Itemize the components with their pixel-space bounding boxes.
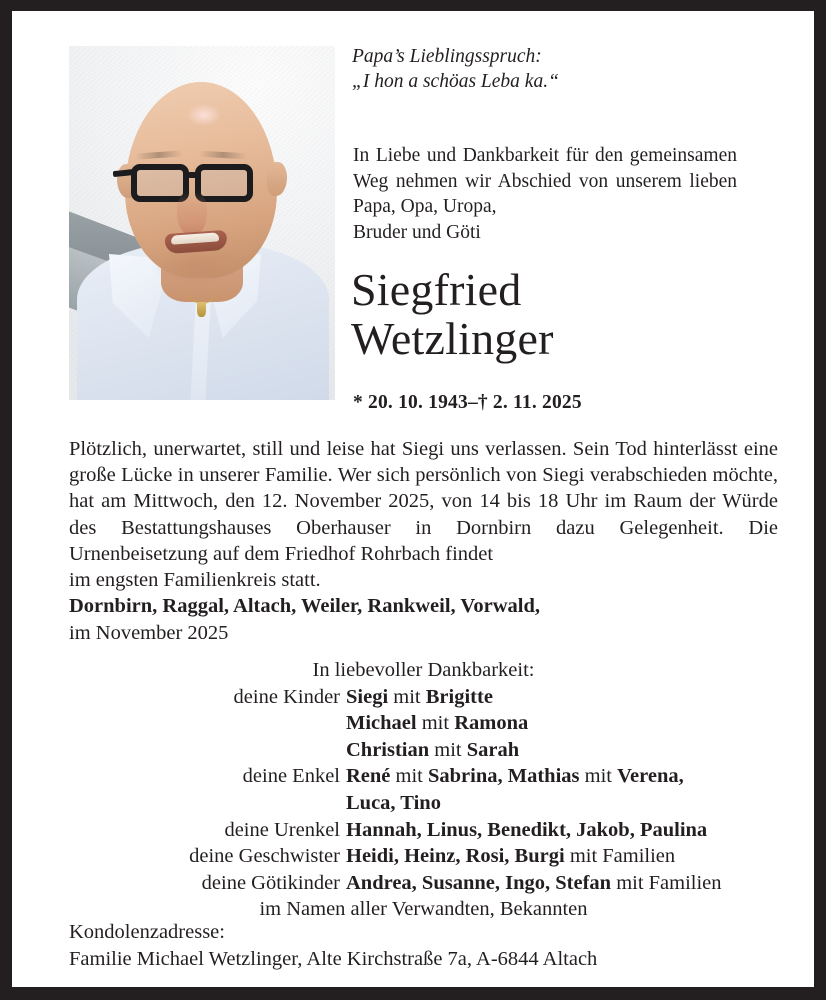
places-block (69, 593, 778, 646)
death-date: 2. 11. 2025 (492, 392, 582, 413)
family-row (69, 710, 778, 737)
family-row (69, 870, 778, 897)
photo-eyeglass-bridge (188, 172, 198, 178)
deceased-last-name: Wetzlinger (351, 313, 554, 364)
family-role-label: deine Götikinder (201, 871, 340, 894)
birth-star-icon: * (353, 392, 363, 413)
favourite-saying-text: „I hon a schöas Leba ka.“ (352, 71, 559, 92)
favourite-saying-intro: Papa’s Lieblingsspruch: (352, 46, 542, 67)
death-cross-icon: † (477, 392, 488, 413)
obituary-body-text (69, 436, 778, 593)
obituary-body-last-line: im engsten Familienkreis statt. (69, 569, 321, 592)
family-member-names: Christian mit Sarah (346, 738, 520, 761)
family-role-label: deine Enkel (242, 765, 340, 788)
family-row (69, 737, 778, 764)
family-row (69, 790, 778, 817)
places-list: Dornbirn, Raggal, Altach, Weiler, Rankweil, Vorwald, (69, 595, 540, 617)
portrait-photo (69, 46, 335, 400)
family-row (69, 763, 778, 790)
family-member-names: Hannah, Linus, Benedikt, Jakob, Paulina (346, 818, 708, 841)
photo-nose (177, 192, 207, 236)
family-block (69, 657, 778, 923)
family-role-label: deine Kinder (233, 685, 340, 708)
family-member-names: Heidi, Heinz, Rosi, Burgi mit Familien (346, 845, 676, 868)
family-member-names: Luca, Tino (346, 791, 441, 814)
family-row (69, 843, 778, 870)
condolence-address: Familie Michael Wetzlinger, Alte Kirchstraße 7a, A-6844 Altach (69, 947, 598, 970)
family-member-names: Andrea, Susanne, Ingo, Stefan mit Familien (346, 871, 722, 894)
family-row (69, 684, 778, 711)
condolence-label: Kondolenzadresse: (69, 921, 225, 943)
condolence-block (69, 919, 778, 972)
dedication-main: In Liebe und Dankbarkeit für den gemeinsamen Weg nehmen wir Abschied von unserem lieben Papa, Opa, Uropa, (353, 145, 737, 217)
deceased-name (351, 265, 791, 363)
notice-month: im November 2025 (69, 621, 229, 644)
photo-forehead-highlight (187, 104, 221, 126)
dedication-last-line: Bruder und Göti (353, 221, 481, 243)
family-footer: im Namen aller Verwandten, Bekannten (259, 898, 588, 921)
life-dates (353, 392, 582, 414)
birth-date: 20. 10. 1943 (368, 392, 468, 413)
date-separator: – (467, 392, 478, 413)
obituary-card (12, 11, 814, 987)
family-rows (69, 684, 778, 897)
family-row (69, 817, 778, 844)
photo-chin-shadow (153, 246, 243, 286)
family-role-label: deine Geschwister (189, 845, 340, 868)
family-member-names: Michael mit Ramona (346, 712, 529, 735)
family-role-label: deine Urenkel (224, 818, 340, 841)
deceased-first-name: Siegfried (351, 264, 522, 315)
obituary-body-main: Plötzlich, unerwartet, still und leise hat Siegi uns verlassen. Sein Tod hinterlässt eine große Lücke in unserer Familie. Wer sich persönlich von Siegi verabschieden möchte, hat am Mittwoch, den 12. November 2025, von 14 bis 18 Uhr im Raum der Würde des Bestattungshauses Oberhauser in Dornbirn dazu Gelegenheit. Die Urnenbeisetzung auf dem Friedhof Rohrbach findet (69, 438, 778, 565)
family-member-names: Siegi mit Brigitte (346, 685, 493, 708)
dedication-text (353, 143, 737, 245)
favourite-saying (352, 44, 736, 94)
family-heading: In liebevoller Dankbarkeit: (312, 659, 535, 681)
photo-necklace-pendant (197, 302, 206, 317)
family-member-names: René mit Sabrina, Mathias mit Verena, (346, 765, 684, 788)
